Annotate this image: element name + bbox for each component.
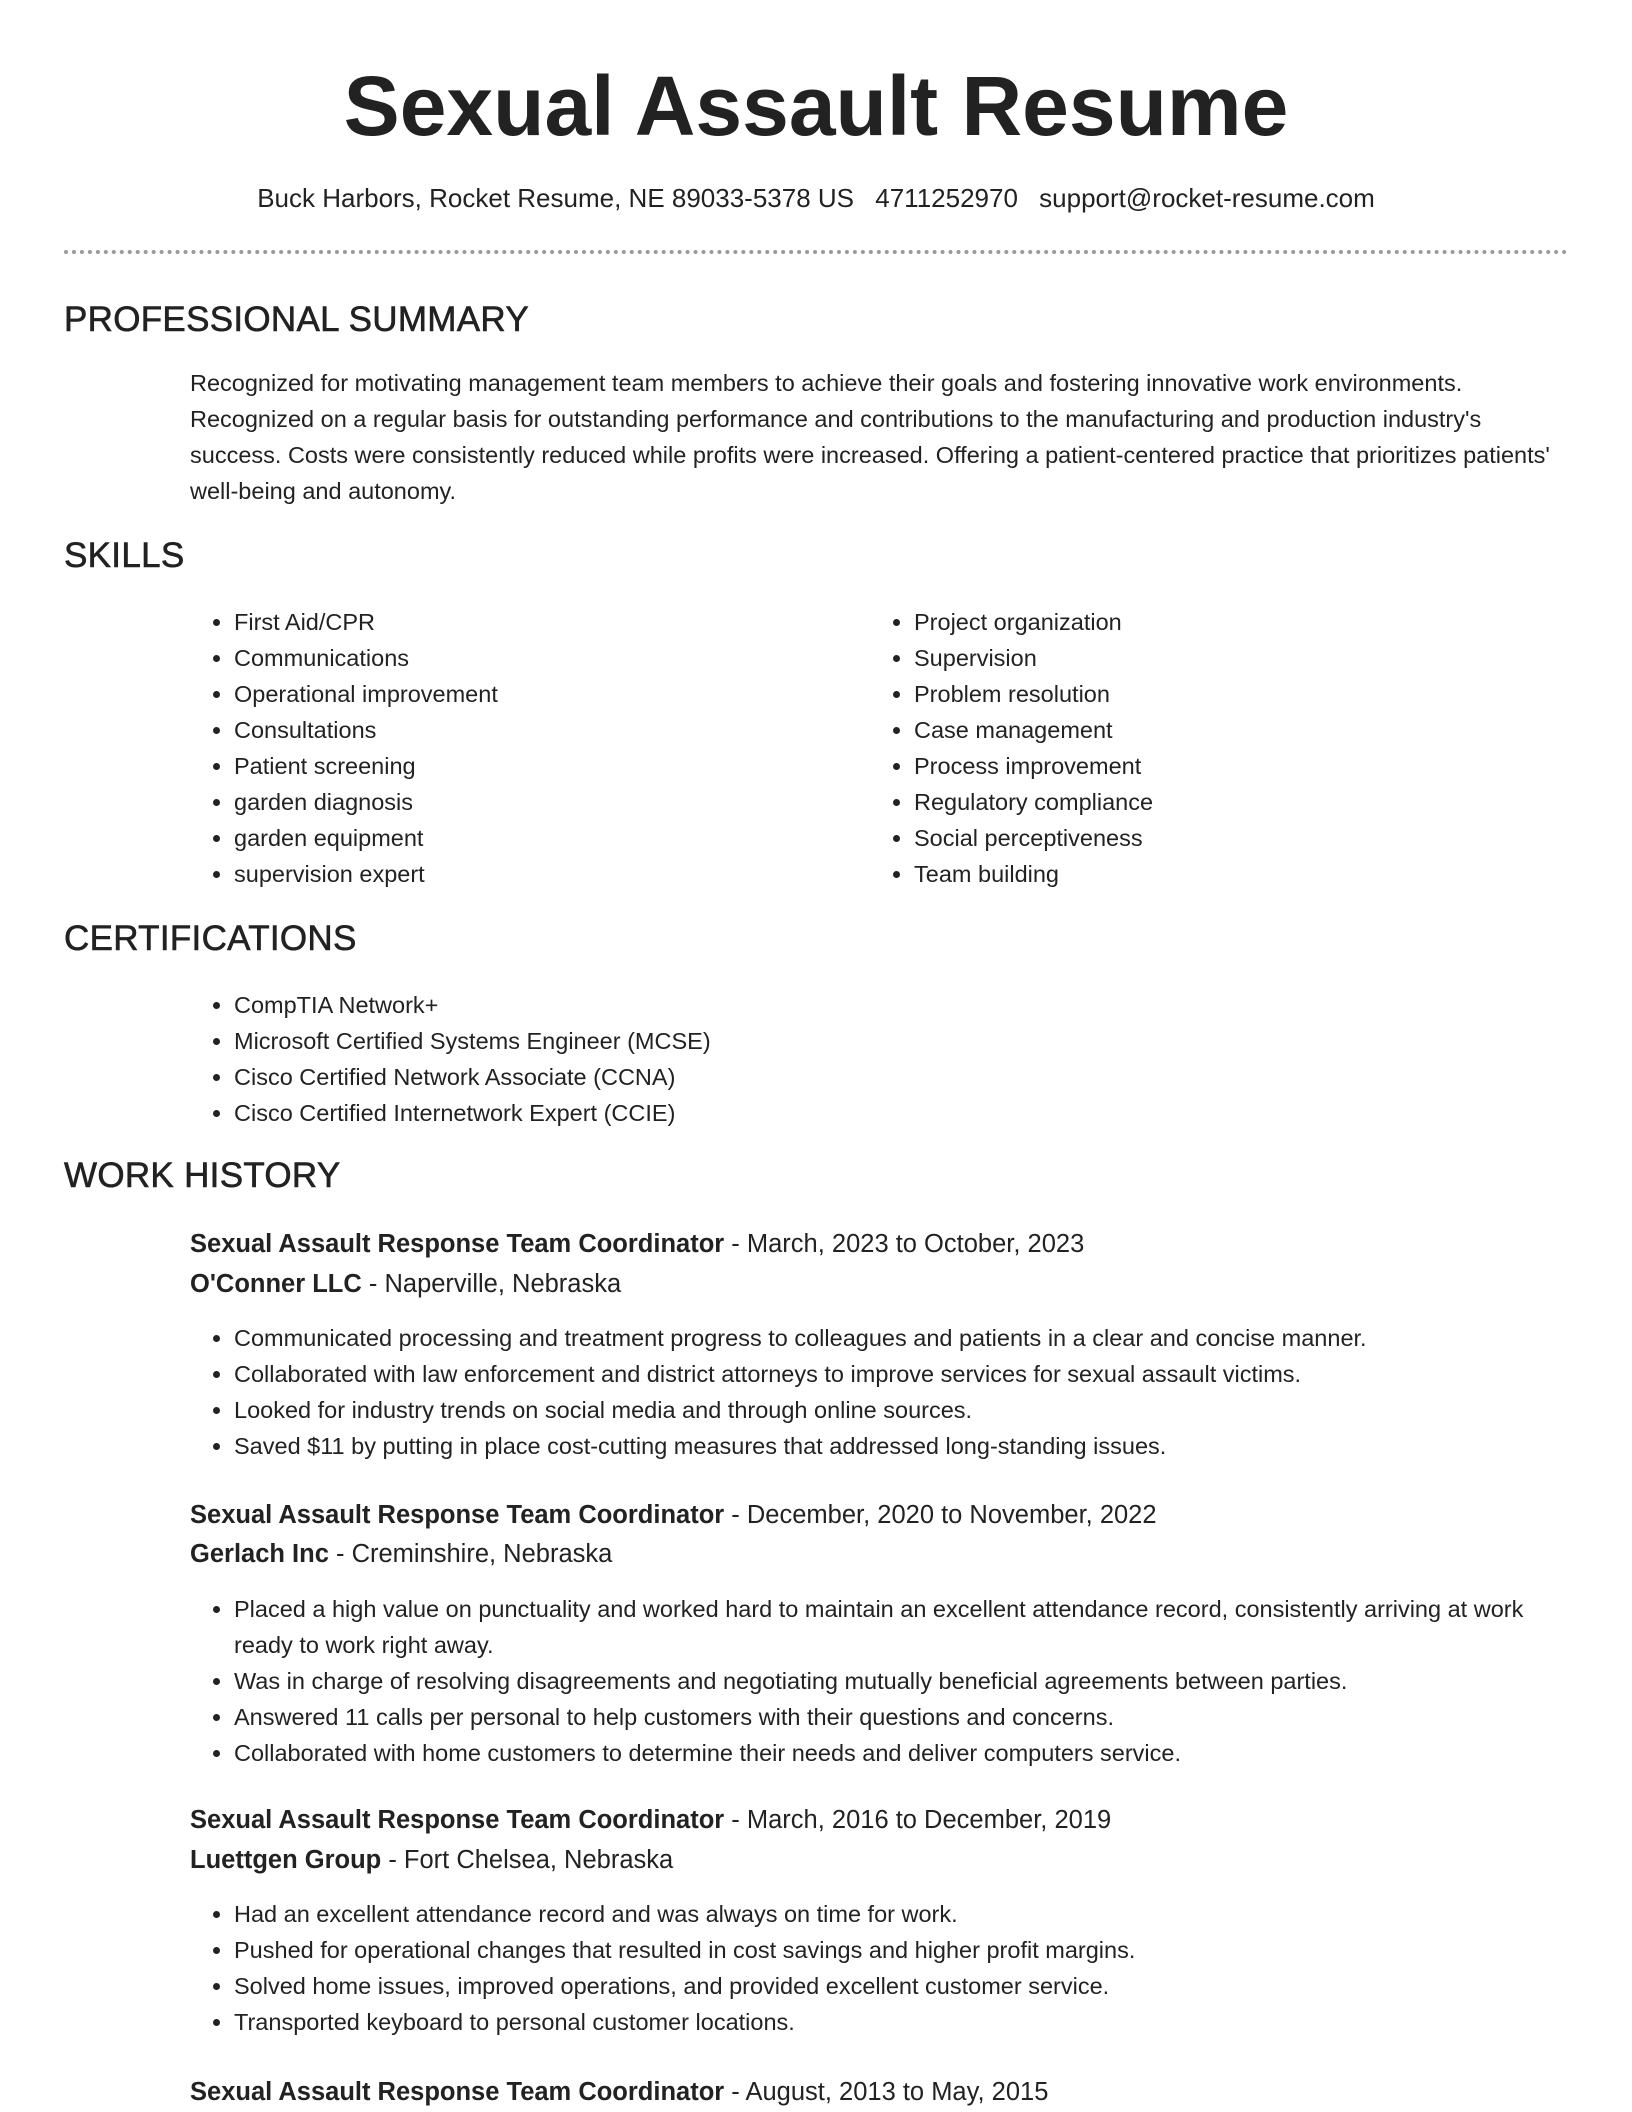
skills-list-left [190,604,874,892]
summary-heading: PROFESSIONAL SUMMARY [64,300,529,339]
contact-phone: 4711252970 [875,183,1018,213]
job-bullet: • Was in charge of resolving disagreements and negotiating mutually beneficial agreements between parties. [234,1663,1584,1699]
job-bullet: • Placed a high value on punctuality and worked hard to maintain an excellent attendance record, consistently arriving at work ready to work right away. [234,1591,1584,1663]
skill-item: • Process improvement [914,748,1554,784]
job-title-line [190,2074,1048,2110]
skills-list-right [870,604,1554,892]
contact-email: support@rocket-resume.com [1039,183,1375,213]
summary-text: Recognized for motivating management team members to achieve their goals and fostering innovative work environments. Recognized on a regular basis for outstanding performance and contributions to the manufacturing and production industry's success. Costs were consistently reduced while profits were increased. Offering a patient-centered practice that prioritizes patients' well-being and autonomy. [190,370,1550,504]
skill-item: • Operational improvement [234,676,874,712]
job-bullet: • Collaborated with home customers to determine their needs and deliver computers service. [234,1735,1584,1771]
header-divider [64,250,1568,254]
job-company: Luettgen Group [190,1846,382,1874]
job-role: Sexual Assault Response Team Coordinator [190,1230,725,1258]
job-role: Sexual Assault Response Team Coordinator [190,1806,725,1834]
certification-item: • CompTIA Network+ [234,987,1534,1023]
job-dates: - March, 2023 to October, 2023 [724,1230,1085,1258]
contact-address: Buck Harbors, Rocket Resume, NE 89033-5378 US [257,183,855,213]
job-bullet: • Collaborated with law enforcement and district attorneys to improve services for sexual assault victims. [234,1356,1632,1392]
job-title-line [190,1497,1157,1533]
skill-item: • supervision expert [234,856,874,892]
work-history-heading: WORK HISTORY [64,1156,341,1195]
job-location: - Creminshire, Nebraska [328,1540,613,1568]
skill-item: • Problem resolution [914,676,1554,712]
job-location: - Naperville, Nebraska [361,1270,622,1298]
job-bullet: • Communicated processing and treatment progress to colleagues and patients in a clear and concise manner. [234,1320,1632,1356]
skill-item: • Regulatory compliance [914,784,1554,820]
job-bullets [190,1320,1632,1464]
certifications-heading: CERTIFICATIONS [64,919,357,958]
job-dates: - December, 2020 to November, 2022 [724,1501,1157,1529]
job-location: - Fort Chelsea, Nebraska [381,1846,674,1874]
job-company-line [190,1536,612,1572]
skill-item: • Supervision [914,640,1554,676]
skill-item: • Patient screening [234,748,874,784]
skills-heading: SKILLS [64,536,185,575]
skill-item: • garden equipment [234,820,874,856]
job-title-line [190,1226,1084,1262]
job-company: Gerlach Inc [190,1540,329,1568]
skill-item: • First Aid/CPR [234,604,874,640]
job-bullet: • Answered 11 calls per personal to help customers with their questions and concerns. [234,1699,1584,1735]
skill-item: • garden diagnosis [234,784,874,820]
job-bullet: • Saved $11 by putting in place cost-cutting measures that addressed long-standing issues. [234,1428,1632,1464]
job-bullet: • Pushed for operational changes that resulted in cost savings and higher profit margins. [234,1932,1632,1968]
skill-item: • Communications [234,640,874,676]
job-bullet: • Transported keyboard to personal customer locations. [234,2004,1632,2040]
job-bullets [190,1591,1584,1771]
job-company-line [190,1266,621,1302]
job-company-line [190,1842,673,1878]
job-bullet: • Had an excellent attendance record and was always on time for work. [234,1896,1632,1932]
job-company: O'Conner LLC [190,1270,362,1298]
contact-line [0,181,1632,215]
certifications-list [190,987,1534,1131]
resume-title: Sexual Assault Resume [343,59,1289,153]
certification-item: • Microsoft Certified Systems Engineer (MCSE) [234,1023,1534,1059]
skill-item: • Social perceptiveness [914,820,1554,856]
skill-item: • Consultations [234,712,874,748]
job-bullets [190,1896,1632,2040]
skill-item: • Project organization [914,604,1554,640]
skill-item: • Team building [914,856,1554,892]
job-role: Sexual Assault Response Team Coordinator [190,2078,725,2106]
skill-item: • Case management [914,712,1554,748]
job-bullet: • Solved home issues, improved operations, and provided excellent customer service. [234,1968,1632,2004]
job-dates: - March, 2016 to December, 2019 [724,1806,1112,1834]
job-dates: - August, 2013 to May, 2015 [724,2078,1049,2106]
job-bullet: • Looked for industry trends on social media and through online sources. [234,1392,1632,1428]
job-role: Sexual Assault Response Team Coordinator [190,1501,725,1529]
certification-item: • Cisco Certified Internetwork Expert (CCIE) [234,1095,1534,1131]
certification-item: • Cisco Certified Network Associate (CCNA) [234,1059,1534,1095]
job-title-line [190,1802,1111,1838]
